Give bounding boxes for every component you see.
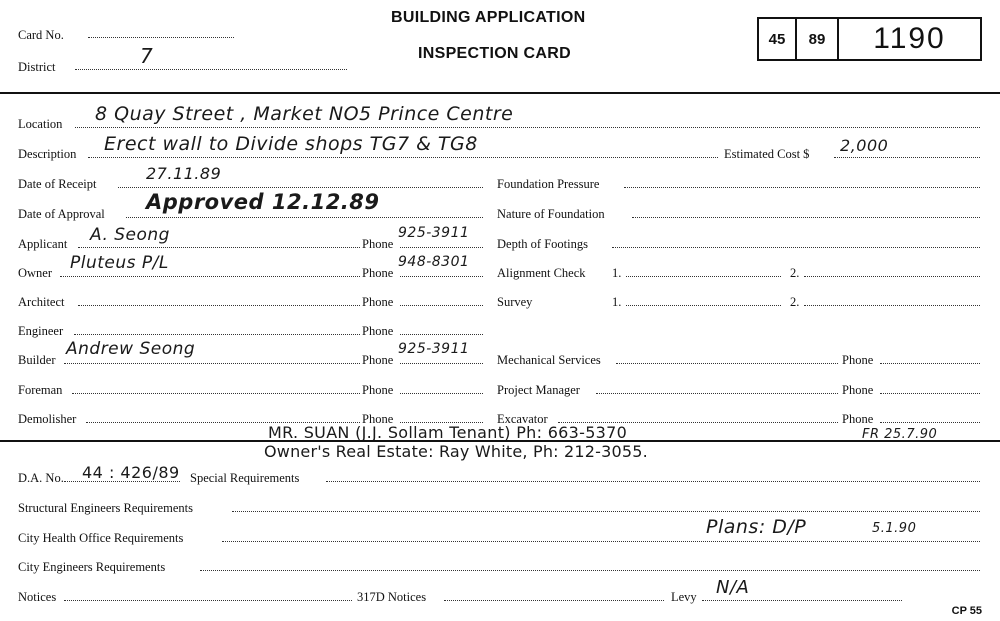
levy-line xyxy=(702,600,902,601)
excavator-label: Excavator xyxy=(497,412,548,426)
year-box-b: 89 xyxy=(795,17,839,61)
engineer-phone-label: Phone xyxy=(362,324,394,338)
engineer-label: Engineer xyxy=(18,324,64,338)
city-engineers-label: City Engineers Requirements xyxy=(18,560,166,574)
district-value: 7 xyxy=(140,44,154,68)
district-line xyxy=(75,69,347,70)
city-health-date: 5.1.90 xyxy=(872,521,917,536)
special-requirements-line xyxy=(326,481,980,482)
owner-phone-label: Phone xyxy=(362,266,394,280)
survey-line-2 xyxy=(804,305,980,306)
owner-line xyxy=(60,276,360,277)
da-no-value: 44 : 426/89 xyxy=(82,463,180,482)
owner-phone-value: 948-8301 xyxy=(398,254,470,270)
alignment-check-label: Alignment Check xyxy=(497,266,586,280)
year-box-a: 45 xyxy=(757,17,797,61)
engineer-line xyxy=(74,334,360,335)
description-label: Description xyxy=(18,147,77,161)
depth-of-footings-line xyxy=(612,247,980,248)
da-no-label: D.A. No. xyxy=(18,471,64,485)
alignment-check-line-2 xyxy=(804,276,980,277)
description-value: Erect wall to Divide shops TG7 & TG8 xyxy=(104,133,478,155)
date-of-receipt-line xyxy=(118,187,483,188)
demolisher-phone-label: Phone xyxy=(362,412,394,426)
survey-label: Survey xyxy=(497,295,533,309)
location-value: 8 Quay Street , Market NO5 Prince Centre xyxy=(95,103,514,125)
notices-line xyxy=(64,600,352,601)
annotation-tenant-line: MR. SUAN (J.J. Sollam Tenant) Ph: 663-5370 xyxy=(268,423,628,442)
date-of-receipt-value: 27.11.89 xyxy=(146,164,222,183)
foundation-pressure-line xyxy=(624,187,980,188)
special-requirements-label: Special Requirements xyxy=(190,471,300,485)
architect-line xyxy=(78,305,360,306)
applicant-line xyxy=(78,247,360,248)
project-manager-label: Project Manager xyxy=(497,383,580,397)
card-no-line xyxy=(88,37,234,38)
city-health-note: Plans: D/P xyxy=(706,516,807,538)
mechanical-services-phone-line xyxy=(880,363,980,364)
notices-label: Notices xyxy=(18,590,57,604)
annotation-date: FR 25.7.90 xyxy=(862,427,938,442)
estimated-cost-value: 2,000 xyxy=(840,136,889,155)
notices-317d-line xyxy=(444,600,664,601)
applicant-phone-value: 925-3911 xyxy=(398,225,470,241)
location-line xyxy=(75,127,980,128)
mechanical-services-label: Mechanical Services xyxy=(497,353,601,367)
excavator-phone-label: Phone xyxy=(842,412,874,426)
nature-of-foundation-label: Nature of Foundation xyxy=(497,207,605,221)
owner-value: Pluteus P/L xyxy=(70,253,169,273)
form-code: CP 55 xyxy=(951,605,982,617)
date-of-approval-label: Date of Approval xyxy=(18,207,105,221)
city-health-line xyxy=(222,541,980,542)
estimated-cost-label: Estimated Cost $ xyxy=(724,147,810,161)
nature-of-foundation-line xyxy=(632,217,980,218)
survey-line-1 xyxy=(626,305,781,306)
city-engineers-line xyxy=(200,570,980,571)
survey-opt1: 1. xyxy=(612,295,622,309)
architect-phone-label: Phone xyxy=(362,295,394,309)
builder-line xyxy=(64,363,360,364)
date-of-approval-value: Approved 12.12.89 xyxy=(146,190,380,214)
project-manager-phone-line xyxy=(880,393,980,394)
foreman-phone-label: Phone xyxy=(362,383,394,397)
demolisher-label: Demolisher xyxy=(18,412,77,426)
mechanical-services-line xyxy=(616,363,838,364)
architect-label: Architect xyxy=(18,295,65,309)
project-manager-phone-label: Phone xyxy=(842,383,874,397)
top-divider xyxy=(0,92,1000,94)
foundation-pressure-label: Foundation Pressure xyxy=(497,177,600,191)
structural-engineers-line xyxy=(232,511,980,512)
architect-phone-line xyxy=(400,305,483,306)
project-manager-line xyxy=(596,393,838,394)
date-of-receipt-label: Date of Receipt xyxy=(18,177,97,191)
description-line xyxy=(88,157,718,158)
district-label: District xyxy=(18,60,56,74)
structural-engineers-label: Structural Engineers Requirements xyxy=(18,501,193,515)
builder-value: Andrew Seong xyxy=(66,339,196,359)
date-of-approval-line xyxy=(126,217,483,218)
engineer-phone-line xyxy=(400,334,483,335)
card-number-box: 1190 xyxy=(837,17,982,61)
card-no-label: Card No. xyxy=(18,28,64,42)
mechanical-services-phone-label: Phone xyxy=(842,353,874,367)
alignment-check-opt1: 1. xyxy=(612,266,622,280)
builder-phone-label: Phone xyxy=(362,353,394,367)
builder-phone-line xyxy=(400,363,483,364)
estimated-cost-line xyxy=(834,157,980,158)
excavator-phone-line xyxy=(880,422,980,423)
foreman-phone-line xyxy=(400,393,483,394)
foreman-line xyxy=(72,393,360,394)
applicant-phone-label: Phone xyxy=(362,237,394,251)
location-label: Location xyxy=(18,117,63,131)
city-health-label: City Health Office Requirements xyxy=(18,531,184,545)
annotation-real-estate-line: Owner's Real Estate: Ray White, Ph: 212-3055. xyxy=(264,442,648,461)
applicant-label: Applicant xyxy=(18,237,68,251)
notices-317d-label: 317D Notices xyxy=(357,590,427,604)
owner-label: Owner xyxy=(18,266,53,280)
survey-opt2: 2. xyxy=(790,295,800,309)
builder-phone-value: 925-3911 xyxy=(398,341,470,357)
alignment-check-opt2: 2. xyxy=(790,266,800,280)
applicant-value: A. Seong xyxy=(90,225,170,245)
applicant-phone-line xyxy=(400,247,483,248)
foreman-label: Foreman xyxy=(18,383,63,397)
builder-label: Builder xyxy=(18,353,56,367)
owner-phone-line xyxy=(400,276,483,277)
alignment-check-line-1 xyxy=(626,276,781,277)
depth-of-footings-label: Depth of Footings xyxy=(497,237,588,251)
levy-value: N/A xyxy=(716,577,750,598)
levy-label: Levy xyxy=(671,590,697,604)
title-line-1: BUILDING APPLICATION xyxy=(391,9,586,26)
title-line-2: INSPECTION CARD xyxy=(418,45,571,62)
